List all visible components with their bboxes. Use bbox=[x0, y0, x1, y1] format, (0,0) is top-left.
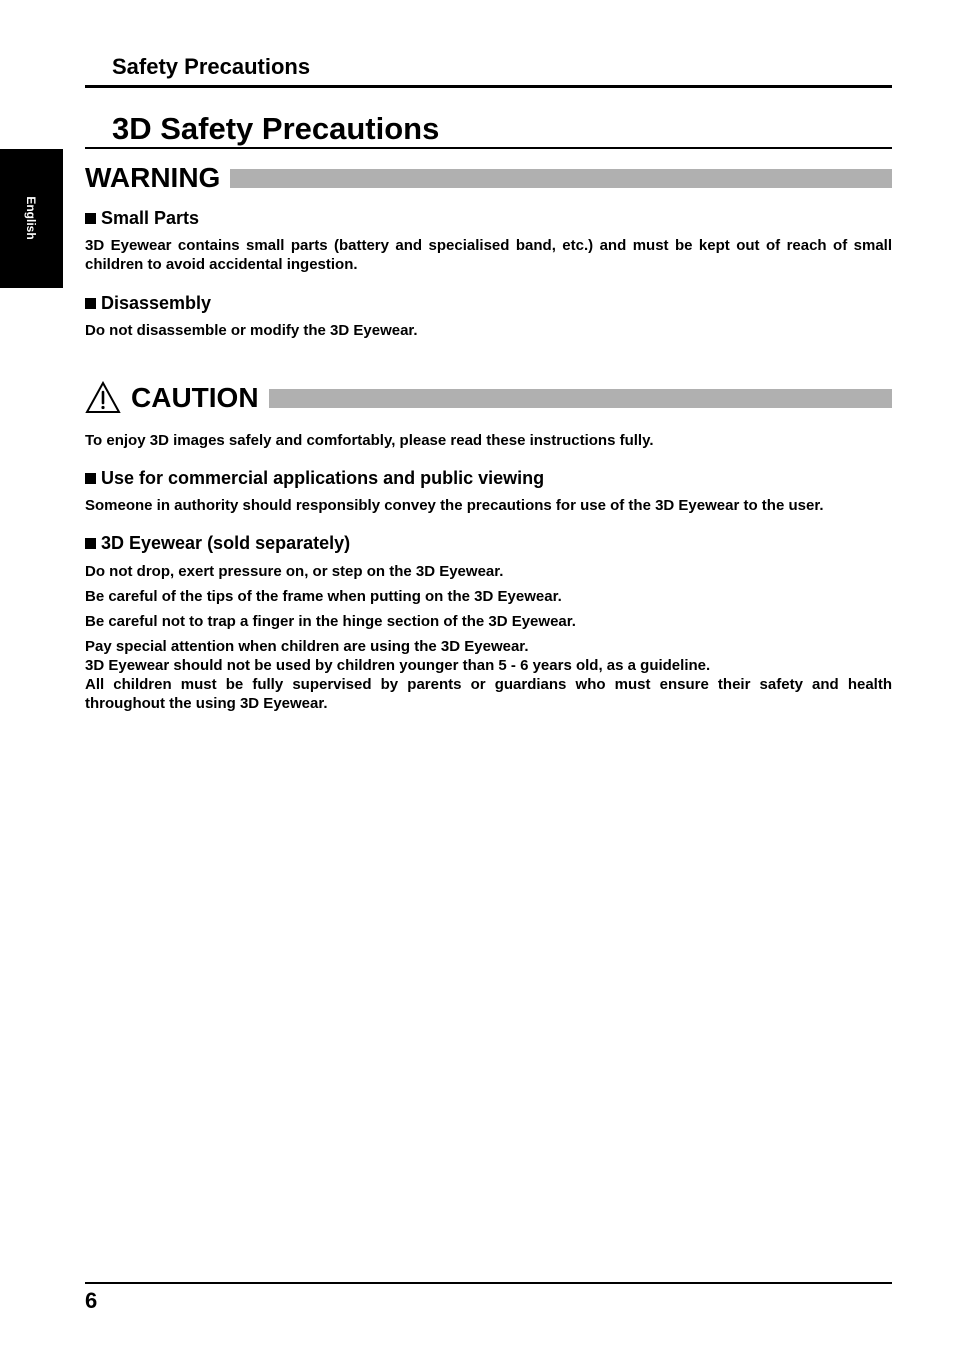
small-parts-text: 3D Eyewear contains small parts (battery and specialised band, etc.) and must be kept out of reach of small children to avoid accidental ingestion. bbox=[85, 237, 892, 273]
subheading-label: Use for commercial applications and public viewing bbox=[101, 468, 545, 488]
subheading-eyewear bbox=[85, 532, 350, 554]
page-number: 6 bbox=[85, 1288, 98, 1313]
square-bullet-icon bbox=[85, 538, 96, 549]
eyewear-line: Do not drop, exert pressure on, or step on the 3D Eyewear. bbox=[85, 563, 504, 580]
subheading-label: Small Parts bbox=[101, 208, 200, 228]
caution-label: CAUTION bbox=[131, 382, 259, 413]
eyewear-line: Be careful of the tips of the frame when putting on the 3D Eyewear. bbox=[85, 588, 562, 605]
warning-label: WARNING bbox=[85, 162, 221, 193]
square-bullet-icon bbox=[85, 473, 96, 484]
children-line: 3D Eyewear should not be used by children younger than 5 - 6 years old, as a guideline. bbox=[85, 657, 711, 674]
caution-bar bbox=[269, 389, 892, 408]
children-line: Pay special attention when children are using the 3D Eyewear. bbox=[85, 638, 529, 655]
subheading-small-parts bbox=[85, 207, 199, 229]
subheading-disassembly bbox=[85, 292, 211, 314]
header-rule bbox=[85, 85, 892, 88]
subheading-commercial bbox=[85, 467, 544, 489]
commercial-text: Someone in authority should responsibly convey the precautions for use of the 3D Eyewear to the user. bbox=[85, 497, 824, 514]
children-line: All children must be fully supervised by parents or guardians who must ensure their safety and health throughout the using 3D Eyewear. bbox=[85, 676, 892, 712]
language-tab bbox=[0, 149, 63, 288]
square-bullet-icon bbox=[85, 298, 96, 309]
subheading-label: Disassembly bbox=[101, 293, 212, 313]
warning-heading bbox=[85, 161, 892, 195]
caution-heading bbox=[85, 381, 892, 415]
running-header: Safety Precautions bbox=[112, 54, 311, 79]
caution-intro: To enjoy 3D images safely and comfortably, please read these instructions fully. bbox=[85, 432, 654, 449]
footer-rule bbox=[85, 1282, 892, 1284]
title-rule bbox=[85, 147, 892, 149]
square-bullet-icon bbox=[85, 213, 96, 224]
eyewear-line: Be careful not to trap a finger in the hinge section of the 3D Eyewear. bbox=[85, 613, 576, 630]
warning-bar bbox=[230, 169, 892, 188]
language-tab-label: English bbox=[24, 196, 38, 240]
page-title: 3D Safety Precautions bbox=[112, 111, 440, 146]
disassembly-text: Do not disassemble or modify the 3D Eyewear. bbox=[85, 322, 418, 339]
warning-triangle-icon bbox=[85, 381, 121, 415]
subheading-label: 3D Eyewear (sold separately) bbox=[101, 533, 351, 553]
